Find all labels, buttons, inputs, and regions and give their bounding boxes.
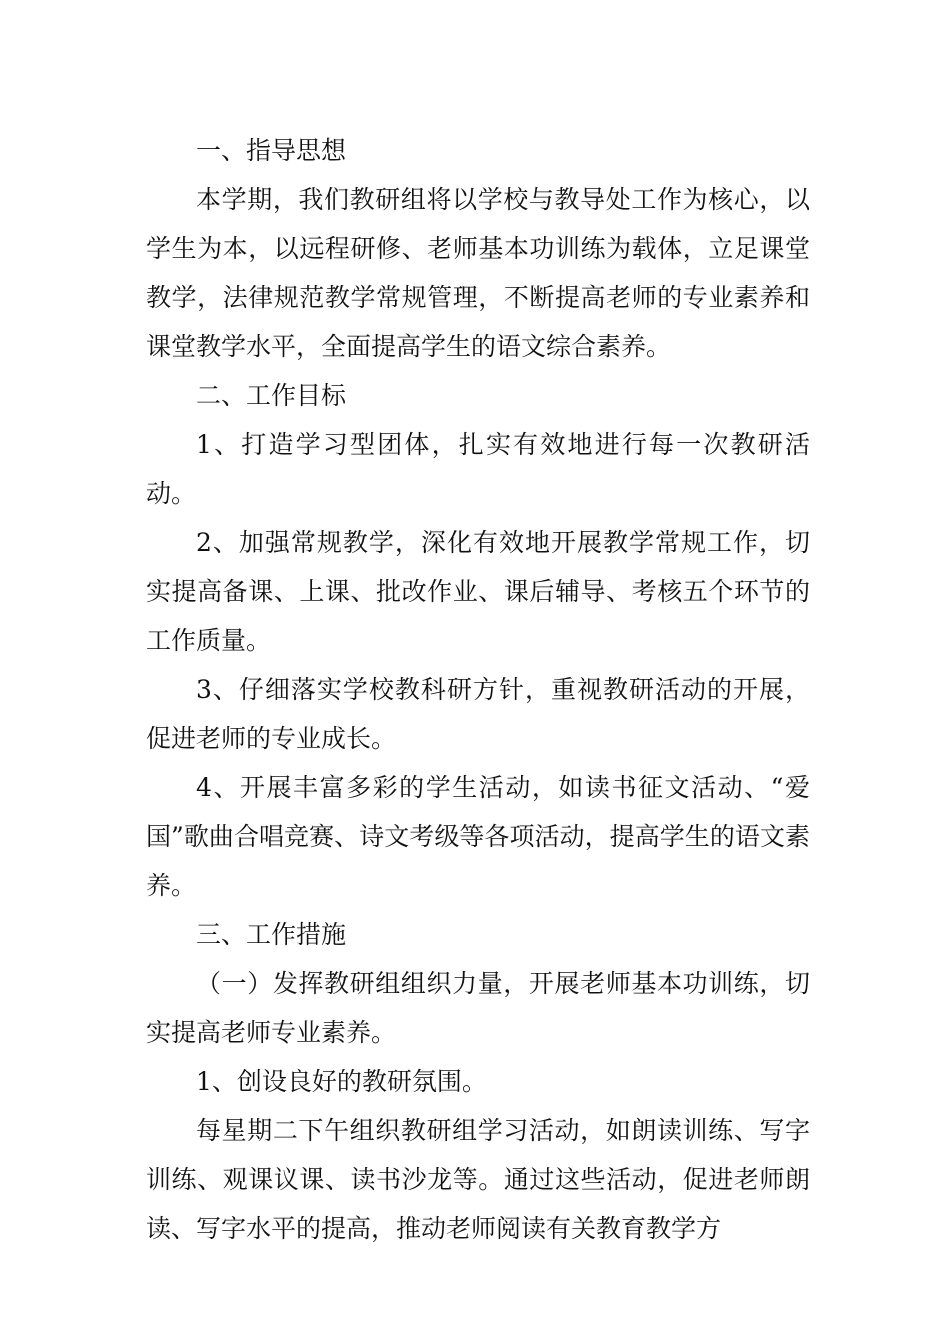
paragraph-measure-1: （一）发挥教研组组织力量，开展老师基本功训练，切实提高老师专业素养。 [146,969,810,1047]
paragraph-guiding-ideology: 本学期，我们教研组将以学校与教导处工作为核心，以学生为本，以远程研修、老师基本功训练为载体，立足课堂教学，法律规范教学常规管理，不断提高老师的专业素养和课堂教学水平，全面提高学生的语文综合素养。 [146,185,810,361]
section-heading-guiding-ideology: 一、指导思想 [196,136,347,165]
document-body [146,126,810,1253]
paragraph-measure-1-detail: 每星期二下午组织教研组学习活动，如朗读训练、写字训练、观课议课、读书沙龙等。通过这些活动，促进老师朗读、写字水平的提高，推动老师阅读有关教育教学方 [146,1116,810,1243]
section-heading-work-goals: 二、工作目标 [196,381,347,410]
paragraph-goal-1: 1、打造学习型团体，扎实有效地进行每一次教研活动。 [146,430,810,508]
paragraph-goal-3: 3、仔细落实学校教科研方针，重视教研活动的开展，促进老师的专业成长。 [146,675,810,753]
paragraph-goal-2: 2、加强常规教学，深化有效地开展教学常规工作，切实提高备课、上课、批改作业、课后辅导、考核五个环节的工作质量。 [146,528,810,655]
paragraph-goal-4: 4、开展丰富多彩的学生活动，如读书征文活动、“爱国”歌曲合唱竞赛、诗文考级等各项活动，提高学生的语文素养。 [146,773,810,900]
section-heading-work-measures: 三、工作措施 [196,920,347,949]
paragraph-measure-1-item-1: 1、创设良好的教研氛围。 [196,1067,487,1096]
